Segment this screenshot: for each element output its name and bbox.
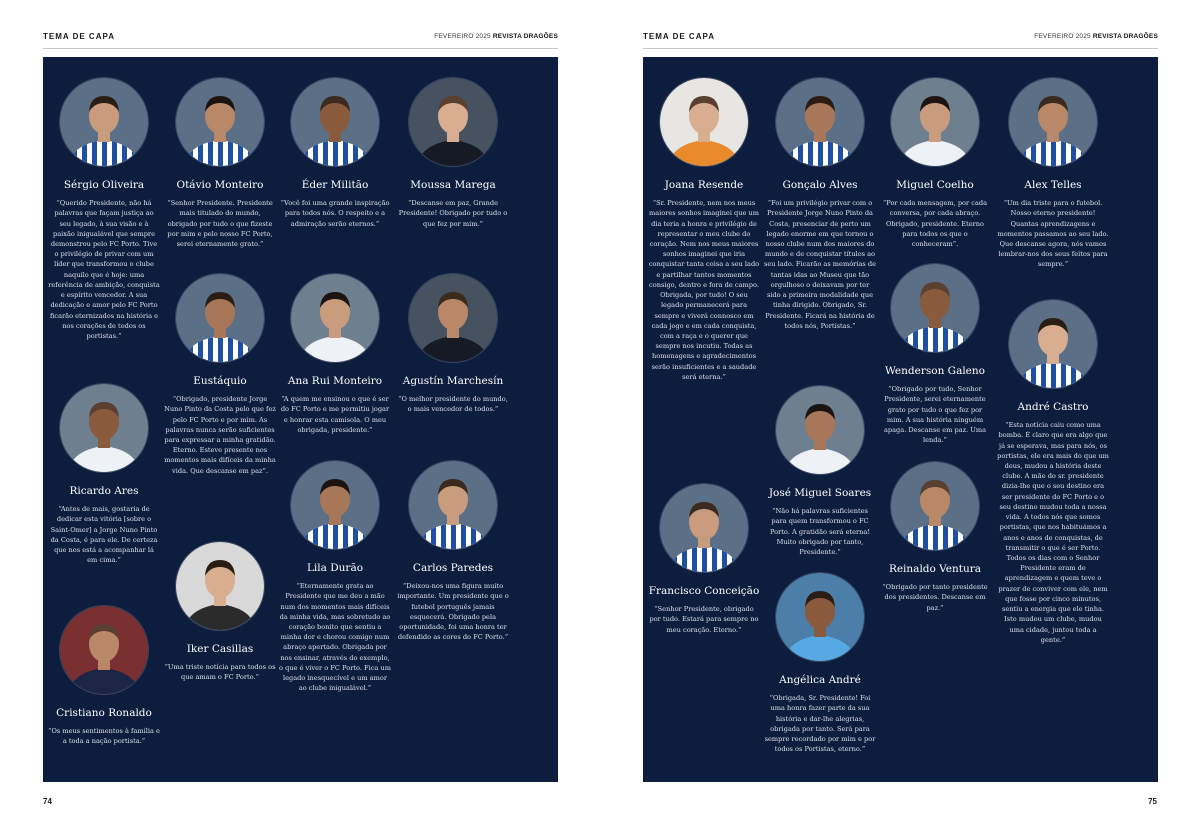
tribute-card: [162, 541, 278, 683]
portrait-avatar: [659, 77, 749, 167]
issue-date: FEVEREIRO 2025: [1034, 33, 1091, 40]
tribute-quote: “Os meus sentimentos à família e a toda a nação portista.”: [48, 727, 160, 746]
tribute-card: [646, 77, 762, 382]
tribute-quote: “Senhor Presidente, obrigado por tudo. Estará para sempre no meu coração. Eterno.”: [649, 605, 759, 634]
tribute-quote: “Obrigado por tudo, Senhor Presidente, serei eternamente grato por tudo o que fez por mim. A sua história ninguém apaga. Descanse em paz. Uma lenda.”: [883, 385, 987, 445]
tribute-card: [46, 383, 162, 565]
page-header: [643, 30, 1158, 49]
page-number: 75: [1148, 797, 1157, 806]
portrait-avatar: [775, 77, 865, 167]
tribute-card: [877, 263, 993, 445]
portrait-avatar: [175, 541, 265, 631]
tribute-card: [162, 273, 278, 476]
tribute-quote: “Senhor Presidente. Presidente mais titulado do mundo, obrigado por tudo o que fizeste por mim e pelo nosso FC Porto, serei eternamente grato.”: [167, 199, 273, 248]
tribute-quote: “Uma triste notícia para todos os que amam o FC Porto.”: [164, 663, 276, 682]
tribute-card: [395, 77, 511, 229]
issue-line: [1034, 33, 1158, 40]
section-title: TEMA DE CAPA: [43, 32, 115, 41]
portrait-avatar: [890, 263, 980, 353]
portrait-avatar: [59, 605, 149, 695]
magazine-name: REVISTA DRAGÕES: [1092, 33, 1158, 40]
page-header: [43, 30, 558, 49]
tribute-quote: “Obrigado, presidente Jorge Nuno Pinto da Costa pelo que fez pelo FC Porto e por mim. As palavras nunca serão suficientes para expressar a minha gratidão. Eterno. Esteve presente nos momentos mais difíceis da minha vida. Que descanse em paz”.: [164, 395, 276, 475]
portrait-avatar: [1008, 77, 1098, 167]
tribute-card: [277, 460, 393, 694]
portrait-avatar: [1008, 299, 1098, 389]
tribute-quote: “Um dia triste para o futebol. Nosso eterno presidente! Quantas aprendizagens e momentos passamos ao seu lado. Que descanse agora, nós vamos lembrar-nos dos seus feitos para sempre.”: [997, 199, 1109, 269]
tribute-card: [277, 77, 393, 229]
portrait-avatar: [175, 77, 265, 167]
person-name: Francisco Conceição: [648, 585, 760, 597]
tribute-quote: “Descanse em paz, Grande Presidente! Obrigado por tudo o que fez por mim.”: [398, 199, 508, 228]
portrait-avatar: [890, 77, 980, 167]
portrait-avatar: [775, 572, 865, 662]
tribute-quote: “Antes de mais, gostaria de dedicar esta vitória [sobre o Saint-Omer] a Jorge Nuno Pinto da Costa, é para ele. De certeza que nos está a acompanhar lá em cima.”: [50, 505, 158, 565]
tribute-card: [877, 461, 993, 613]
tributes-panel: [643, 57, 1158, 782]
person-name: Cristiano Ronaldo: [56, 707, 152, 719]
person-name: Angélica André: [779, 674, 861, 686]
tribute-quote: “Eternamente grata ao Presidente que me deu a mão num dos momentos mais difíceis da minha vida, mas sobretudo ao coração bonito que sentiu a minha dor e chorou comigo num abraço apertado. Obrigada por nos ensinar, através do exemplo, o que é viver o FC Porto. Fica um legado inesquecível e um amor ao clube inigualável.”: [279, 582, 391, 693]
portrait-avatar: [290, 77, 380, 167]
portrait-avatar: [659, 483, 749, 573]
tribute-quote: “Esta notícia caiu como uma bomba. É claro que era algo que já se esperava, mas para nós, os portistas, ele era mais do que um deus, mudou a história deste clube. A mãe do sr. presidente dizia-lhe que o seu destino era ser presidente do FC Porto e o seu destino mudou toda a nossa vida. A todos nós que somos portistas, que nos habituámos a anos e anos de conquistas, de transmitir o que é ser Porto. Todos os dias com o Senhor Presidente eram de aprendizagem e quem teve o prazer de conviver com ele, nem que fosse por cinco minutos, sentiu a energia que ele tinha. Isto mudou um clube, mudou uma cidade, juntou toda a gente.”: [997, 421, 1109, 644]
magazine-name: REVISTA DRAGÕES: [492, 33, 558, 40]
person-name: Moussa Marega: [410, 179, 496, 191]
portrait-avatar: [775, 385, 865, 475]
person-name: Éder Militão: [301, 179, 369, 191]
tribute-quote: “Obrigado por tanto presidente dos presidentes. Descanse em paz.”: [882, 583, 988, 612]
person-name: Gonçalo Alves: [782, 179, 858, 191]
portrait-avatar: [408, 273, 498, 363]
person-name: Ana Rui Monteiro: [287, 375, 383, 387]
tribute-card: [995, 77, 1111, 270]
person-name: Lila Durão: [306, 562, 364, 574]
tribute-card: [46, 605, 162, 747]
tribute-quote: “O melhor presidente do mundo, o mais vencedor de todos.”: [398, 395, 508, 414]
person-name: Ricardo Ares: [69, 485, 139, 497]
person-name: Iker Casillas: [186, 643, 254, 655]
person-name: Eustáquio: [193, 375, 247, 387]
tribute-card: [995, 299, 1111, 645]
issue-line: [434, 33, 558, 40]
tribute-card: [762, 385, 878, 557]
person-name: Agustín Marchesín: [402, 375, 504, 387]
tribute-quote: “Por cada mensagem, por cada conversa, por cada abraço. Obrigado, presidente. Eterno para todos os que o conheceram”.: [882, 199, 988, 248]
tribute-card: [646, 483, 762, 635]
person-name: Sérgio Oliveira: [63, 179, 145, 191]
person-name: Joana Resende: [664, 179, 744, 191]
tribute-card: [877, 77, 993, 249]
portrait-avatar: [59, 77, 149, 167]
tribute-quote: “Sr. Presidente, nem nos meus maiores sonhos imaginei que um dia teria a honra e privilégio de representar o meu clube do coração. Nem nos meus maiores sonhos imaginei que iria conquistar tanta coisa a seu lado e partilhar tantos momentos consigo, dentro e fora de campo. Obrigada, por tudo! O seu legado permanecerá para sempre e viverá connosco em cada jogo e em cada conquista, com a raça e o querer que sempre nos incutiu. Todas as homenagens e agradecimentos serão insuficientes e a saudade será eterna.”: [648, 199, 760, 381]
person-name: Miguel Coelho: [896, 179, 974, 191]
tribute-quote: “Não há palavras suficientes para quem transformou o FC Porto. A gratidão será eterna! Muito obrigado por tanto, Presidente.”: [769, 507, 871, 556]
tribute-quote: “Querido Presidente, não há palavras que façam justiça ao seu legado, à sua visão e à paixão inigualável que sempre demonstrou pelo FC Porto. Tive o privilégio de privar com um líder que transformou o clube naquilo que é hoje: uma referência de ambição, conquista e espírito vencedor. A sua dedicação e amor pelo FC Porto ficarão eternizados na história e nos corações de todos os portistas.”: [48, 199, 160, 340]
tribute-card: [162, 77, 278, 249]
tribute-quote: “A quem me ensinou o que é ser do FC Porto e me permitiu jogar e honrar esta camisola. O meu obrigada, presidente.”: [280, 395, 390, 434]
section-title: TEMA DE CAPA: [643, 32, 715, 41]
tribute-quote: “Você foi uma grande inspiração para todos nós. O respeito e a admiração serão eternos.”: [280, 199, 390, 228]
tribute-quote: “Deixou-nos uma figura muito importante. Um presidente que o futebol português jamais esquecerá. Obrigado pela oportunidade, foi uma honra ter defendido as cores do FC Porto.”: [397, 582, 509, 642]
portrait-avatar: [175, 273, 265, 363]
person-name: Otávio Monteiro: [176, 179, 264, 191]
person-name: Wenderson Galeno: [885, 365, 985, 377]
portrait-avatar: [290, 460, 380, 550]
portrait-avatar: [408, 77, 498, 167]
tribute-card: [395, 460, 511, 642]
tributes-panel: [43, 57, 558, 782]
person-name: Reinaldo Ventura: [888, 563, 982, 575]
page-number: 74: [43, 797, 52, 806]
tribute-card: [46, 77, 162, 341]
portrait-avatar: [890, 461, 980, 551]
tribute-card: [277, 273, 393, 435]
person-name: Carlos Paredes: [412, 562, 494, 574]
tribute-card: [762, 572, 878, 754]
tribute-quote: “Obrigada, Sr. Presidente! Foi uma honra fazer parte da sua história e dar-lhe alegrias, obrigada por tanto. Será para sempre recordado por mim e por todos os Portistas, eterno.”: [764, 694, 876, 754]
tribute-quote: “Foi um privilégio privar com o Presidente Jorge Nuno Pinto da Costa, presenciar de perto um legado enorme em que tornou o nosso clube num dos maiores do mundo e de conquistar títulos ao seu lado. Ficarão as memórias de tantas idas ao Museu que tão orgulhoso o deixavam por ter sido a primeira modalidade que tinha dirigido. Obrigado, Sr. Presidente. Ficará na história de todos nós, Portistas.”: [764, 199, 876, 330]
person-name: Alex Telles: [1024, 179, 1082, 191]
portrait-avatar: [290, 273, 380, 363]
portrait-avatar: [408, 460, 498, 550]
portrait-avatar: [59, 383, 149, 473]
tribute-card: [762, 77, 878, 331]
right-page: [600, 0, 1200, 829]
person-name: André Castro: [1017, 401, 1089, 413]
tribute-card: [395, 273, 511, 415]
issue-date: FEVEREIRO 2025: [434, 33, 491, 40]
person-name: José Miguel Soares: [768, 487, 872, 499]
